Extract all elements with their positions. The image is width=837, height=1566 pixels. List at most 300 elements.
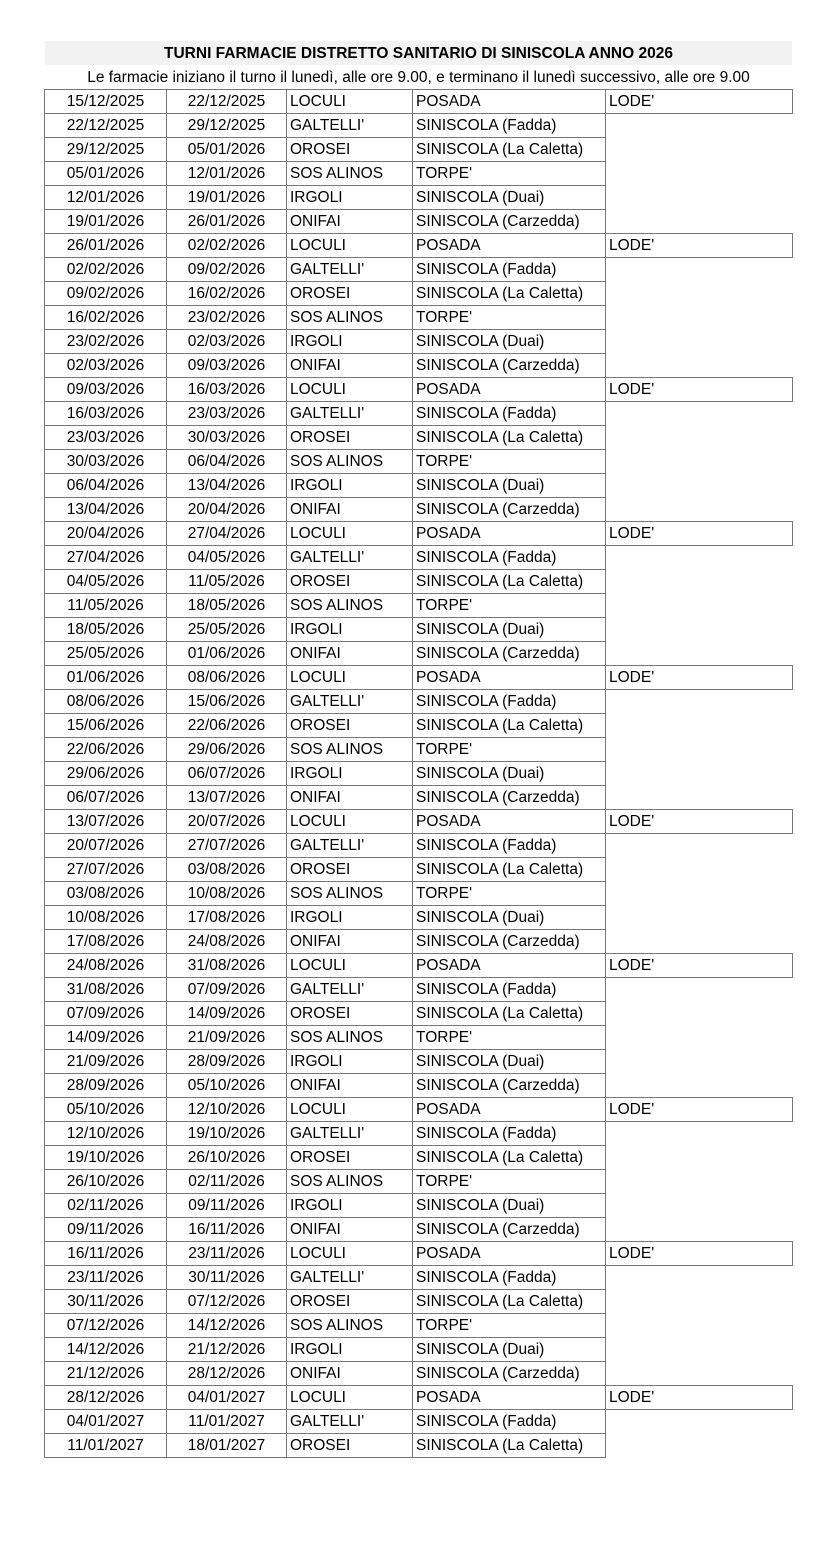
pharmacy-3-cell: [606, 258, 793, 282]
pharmacy-1-cell: GALTELLI': [287, 834, 413, 858]
pharmacy-3-cell: [606, 546, 793, 570]
pharmacy-2-cell: SINISCOLA (Carzedda): [413, 642, 606, 666]
table-row: [45, 738, 793, 762]
pharmacy-3-cell: [606, 402, 793, 426]
start-date-cell: 14/12/2026: [45, 1338, 167, 1362]
pharmacy-1-cell: SOS ALINOS: [287, 450, 413, 474]
pharmacy-3-cell: [606, 1194, 793, 1218]
end-date-cell: 21/09/2026: [167, 1026, 287, 1050]
pharmacy-1-cell: ONIFAI: [287, 1218, 413, 1242]
pharmacy-2-cell: SINISCOLA (Duai): [413, 1194, 606, 1218]
table-row: [45, 426, 793, 450]
start-date-cell: 05/10/2026: [45, 1098, 167, 1122]
pharmacy-1-cell: IRGOLI: [287, 906, 413, 930]
pharmacy-1-cell: OROSEI: [287, 858, 413, 882]
pharmacy-3-cell: [606, 738, 793, 762]
start-date-cell: 27/04/2026: [45, 546, 167, 570]
start-date-cell: 26/01/2026: [45, 234, 167, 258]
start-date-cell: 12/10/2026: [45, 1122, 167, 1146]
pharmacy-3-cell: [606, 1290, 793, 1314]
table-row: [45, 306, 793, 330]
pharmacy-1-cell: IRGOLI: [287, 762, 413, 786]
end-date-cell: 31/08/2026: [167, 954, 287, 978]
start-date-cell: 14/09/2026: [45, 1026, 167, 1050]
start-date-cell: 08/06/2026: [45, 690, 167, 714]
table-row: [45, 474, 793, 498]
end-date-cell: 17/08/2026: [167, 906, 287, 930]
start-date-cell: 04/01/2027: [45, 1410, 167, 1434]
start-date-cell: 06/04/2026: [45, 474, 167, 498]
start-date-cell: 05/01/2026: [45, 162, 167, 186]
pharmacy-2-cell: SINISCOLA (Duai): [413, 762, 606, 786]
pharmacy-3-cell: [606, 498, 793, 522]
pharmacy-3-cell: LODE': [606, 378, 793, 402]
start-date-cell: 29/06/2026: [45, 762, 167, 786]
pharmacy-2-cell: POSADA: [413, 378, 606, 402]
pharmacy-3-cell: [606, 690, 793, 714]
pharmacy-3-cell: LODE': [606, 1098, 793, 1122]
start-date-cell: 11/05/2026: [45, 594, 167, 618]
end-date-cell: 06/04/2026: [167, 450, 287, 474]
pharmacy-1-cell: LOCULI: [287, 1242, 413, 1266]
pharmacy-2-cell: SINISCOLA (Duai): [413, 474, 606, 498]
start-date-cell: 28/09/2026: [45, 1074, 167, 1098]
pharmacy-2-cell: SINISCOLA (Carzedda): [413, 1362, 606, 1386]
start-date-cell: 04/05/2026: [45, 570, 167, 594]
start-date-cell: 23/03/2026: [45, 426, 167, 450]
table-row: [45, 1242, 793, 1266]
start-date-cell: 03/08/2026: [45, 882, 167, 906]
pharmacy-3-cell: [606, 306, 793, 330]
pharmacy-1-cell: ONIFAI: [287, 210, 413, 234]
end-date-cell: 23/11/2026: [167, 1242, 287, 1266]
pharmacy-3-cell: [606, 1122, 793, 1146]
end-date-cell: 06/07/2026: [167, 762, 287, 786]
table-row: [45, 402, 793, 426]
end-date-cell: 03/08/2026: [167, 858, 287, 882]
end-date-cell: 20/07/2026: [167, 810, 287, 834]
end-date-cell: 19/10/2026: [167, 1122, 287, 1146]
pharmacy-3-cell: [606, 1146, 793, 1170]
pharmacy-1-cell: OROSEI: [287, 282, 413, 306]
end-date-cell: 09/11/2026: [167, 1194, 287, 1218]
pharmacy-3-cell: [606, 762, 793, 786]
end-date-cell: 09/02/2026: [167, 258, 287, 282]
pharmacy-1-cell: OROSEI: [287, 1434, 413, 1458]
pharmacy-2-cell: TORPE': [413, 306, 606, 330]
pharmacy-3-cell: [606, 186, 793, 210]
pharmacy-3-cell: [606, 570, 793, 594]
pharmacy-1-cell: ONIFAI: [287, 1362, 413, 1386]
end-date-cell: 02/03/2026: [167, 330, 287, 354]
pharmacy-2-cell: SINISCOLA (Carzedda): [413, 1074, 606, 1098]
pharmacy-3-cell: LODE': [606, 810, 793, 834]
pharmacy-1-cell: ONIFAI: [287, 786, 413, 810]
start-date-cell: 11/01/2027: [45, 1434, 167, 1458]
pharmacy-3-cell: LODE': [606, 90, 793, 114]
start-date-cell: 25/05/2026: [45, 642, 167, 666]
table-row: [45, 1146, 793, 1170]
pharmacy-1-cell: IRGOLI: [287, 1338, 413, 1362]
end-date-cell: 18/01/2027: [167, 1434, 287, 1458]
pharmacy-3-cell: [606, 1050, 793, 1074]
pharmacy-3-cell: [606, 642, 793, 666]
pharmacy-1-cell: SOS ALINOS: [287, 594, 413, 618]
table-row: [45, 546, 793, 570]
end-date-cell: 30/11/2026: [167, 1266, 287, 1290]
pharmacy-3-cell: [606, 210, 793, 234]
table-row: [45, 570, 793, 594]
start-date-cell: 16/03/2026: [45, 402, 167, 426]
pharmacy-1-cell: GALTELLI': [287, 690, 413, 714]
pharmacy-2-cell: SINISCOLA (La Caletta): [413, 1146, 606, 1170]
pharmacy-1-cell: GALTELLI': [287, 402, 413, 426]
table-row: [45, 354, 793, 378]
pharmacy-2-cell: SINISCOLA (Carzedda): [413, 786, 606, 810]
pharmacy-2-cell: SINISCOLA (Fadda): [413, 258, 606, 282]
table-row: [45, 594, 793, 618]
pharmacy-3-cell: [606, 1362, 793, 1386]
start-date-cell: 30/03/2026: [45, 450, 167, 474]
pharmacy-3-cell: [606, 1170, 793, 1194]
pharmacy-2-cell: SINISCOLA (Fadda): [413, 690, 606, 714]
start-date-cell: 15/12/2025: [45, 90, 167, 114]
table-row: [45, 522, 793, 546]
table-row: [45, 186, 793, 210]
end-date-cell: 20/04/2026: [167, 498, 287, 522]
pharmacy-2-cell: SINISCOLA (Duai): [413, 1338, 606, 1362]
start-date-cell: 07/12/2026: [45, 1314, 167, 1338]
end-date-cell: 02/02/2026: [167, 234, 287, 258]
pharmacy-2-cell: TORPE': [413, 1026, 606, 1050]
table-row: [45, 138, 793, 162]
table-row: [45, 810, 793, 834]
table-row: [45, 282, 793, 306]
table-row: [45, 1290, 793, 1314]
pharmacy-2-cell: TORPE': [413, 594, 606, 618]
end-date-cell: 05/01/2026: [167, 138, 287, 162]
start-date-cell: 28/12/2026: [45, 1386, 167, 1410]
pharmacy-2-cell: TORPE': [413, 450, 606, 474]
end-date-cell: 18/05/2026: [167, 594, 287, 618]
pharmacy-1-cell: IRGOLI: [287, 1050, 413, 1074]
pharmacy-2-cell: SINISCOLA (La Caletta): [413, 714, 606, 738]
document-subtitle: Le farmacie iniziano il turno il lunedì, alle ore 9.00, e terminano il lunedì successivo, alle ore 9.00: [87, 69, 750, 86]
end-date-cell: 16/02/2026: [167, 282, 287, 306]
pharmacy-2-cell: SINISCOLA (La Caletta): [413, 1002, 606, 1026]
end-date-cell: 16/03/2026: [167, 378, 287, 402]
pharmacy-1-cell: LOCULI: [287, 378, 413, 402]
pharmacy-1-cell: SOS ALINOS: [287, 1170, 413, 1194]
pharmacy-3-cell: [606, 882, 793, 906]
start-date-cell: 09/02/2026: [45, 282, 167, 306]
start-date-cell: 20/07/2026: [45, 834, 167, 858]
pharmacy-3-cell: [606, 978, 793, 1002]
pharmacy-1-cell: ONIFAI: [287, 1074, 413, 1098]
start-date-cell: 19/01/2026: [45, 210, 167, 234]
start-date-cell: 23/11/2026: [45, 1266, 167, 1290]
table-row: [45, 450, 793, 474]
pharmacy-3-cell: [606, 714, 793, 738]
pharmacy-2-cell: SINISCOLA (La Caletta): [413, 138, 606, 162]
table-row: [45, 762, 793, 786]
table-row: [45, 1050, 793, 1074]
table-row: [45, 1386, 793, 1410]
pharmacy-2-cell: SINISCOLA (Fadda): [413, 1266, 606, 1290]
pharmacy-3-cell: [606, 162, 793, 186]
start-date-cell: 31/08/2026: [45, 978, 167, 1002]
start-date-cell: 09/03/2026: [45, 378, 167, 402]
pharmacy-2-cell: SINISCOLA (Fadda): [413, 114, 606, 138]
table-row: [45, 642, 793, 666]
start-date-cell: 17/08/2026: [45, 930, 167, 954]
pharmacy-1-cell: ONIFAI: [287, 354, 413, 378]
table-row: [45, 786, 793, 810]
pharmacy-3-cell: [606, 1074, 793, 1098]
pharmacy-2-cell: POSADA: [413, 666, 606, 690]
table-row: [45, 1194, 793, 1218]
start-date-cell: 12/01/2026: [45, 186, 167, 210]
pharmacy-2-cell: SINISCOLA (La Caletta): [413, 1434, 606, 1458]
table-row: [45, 234, 793, 258]
table-row: [45, 1362, 793, 1386]
table-row: [45, 1338, 793, 1362]
pharmacy-3-cell: [606, 618, 793, 642]
pharmacy-2-cell: POSADA: [413, 234, 606, 258]
end-date-cell: 13/07/2026: [167, 786, 287, 810]
start-date-cell: 18/05/2026: [45, 618, 167, 642]
end-date-cell: 13/04/2026: [167, 474, 287, 498]
end-date-cell: 23/02/2026: [167, 306, 287, 330]
end-date-cell: 27/07/2026: [167, 834, 287, 858]
pharmacy-3-cell: LODE': [606, 234, 793, 258]
pharmacy-1-cell: SOS ALINOS: [287, 1314, 413, 1338]
table-row: [45, 1314, 793, 1338]
end-date-cell: 29/12/2025: [167, 114, 287, 138]
start-date-cell: 07/09/2026: [45, 1002, 167, 1026]
pharmacy-3-cell: [606, 1338, 793, 1362]
pharmacy-3-cell: [606, 426, 793, 450]
pharmacy-1-cell: GALTELLI': [287, 114, 413, 138]
table-row: [45, 114, 793, 138]
end-date-cell: 22/06/2026: [167, 714, 287, 738]
pharmacy-2-cell: SINISCOLA (La Caletta): [413, 282, 606, 306]
pharmacy-1-cell: IRGOLI: [287, 618, 413, 642]
start-date-cell: 24/08/2026: [45, 954, 167, 978]
pharmacy-3-cell: [606, 1218, 793, 1242]
end-date-cell: 08/06/2026: [167, 666, 287, 690]
pharmacy-3-cell: [606, 594, 793, 618]
pharmacy-1-cell: IRGOLI: [287, 474, 413, 498]
pharmacy-3-cell: [606, 1410, 793, 1434]
table-row: [45, 1266, 793, 1290]
pharmacy-1-cell: GALTELLI': [287, 978, 413, 1002]
pharmacy-1-cell: OROSEI: [287, 1290, 413, 1314]
pharmacy-1-cell: LOCULI: [287, 522, 413, 546]
end-date-cell: 11/05/2026: [167, 570, 287, 594]
start-date-cell: 23/02/2026: [45, 330, 167, 354]
pharmacy-1-cell: SOS ALINOS: [287, 1026, 413, 1050]
pharmacy-2-cell: SINISCOLA (La Caletta): [413, 570, 606, 594]
start-date-cell: 02/03/2026: [45, 354, 167, 378]
end-date-cell: 27/04/2026: [167, 522, 287, 546]
pharmacy-2-cell: SINISCOLA (Fadda): [413, 1122, 606, 1146]
end-date-cell: 25/05/2026: [167, 618, 287, 642]
pharmacy-1-cell: OROSEI: [287, 570, 413, 594]
pharmacy-1-cell: LOCULI: [287, 810, 413, 834]
table-row: [45, 714, 793, 738]
table-row: [45, 858, 793, 882]
pharmacy-3-cell: [606, 1266, 793, 1290]
pharmacy-2-cell: POSADA: [413, 90, 606, 114]
pharmacy-2-cell: SINISCOLA (Carzedda): [413, 1218, 606, 1242]
pharmacy-2-cell: POSADA: [413, 810, 606, 834]
pharmacy-3-cell: [606, 834, 793, 858]
end-date-cell: 16/11/2026: [167, 1218, 287, 1242]
end-date-cell: 02/11/2026: [167, 1170, 287, 1194]
table-row: [45, 1098, 793, 1122]
end-date-cell: 28/09/2026: [167, 1050, 287, 1074]
table-row: [45, 162, 793, 186]
end-date-cell: 11/01/2027: [167, 1410, 287, 1434]
table-row: [45, 954, 793, 978]
end-date-cell: 12/10/2026: [167, 1098, 287, 1122]
table-row: [45, 258, 793, 282]
table-row: [45, 330, 793, 354]
table-row: [45, 1002, 793, 1026]
pharmacy-2-cell: SINISCOLA (Carzedda): [413, 210, 606, 234]
pharmacy-1-cell: LOCULI: [287, 954, 413, 978]
pharmacy-1-cell: GALTELLI': [287, 1122, 413, 1146]
pharmacy-2-cell: POSADA: [413, 1098, 606, 1122]
pharmacy-1-cell: GALTELLI': [287, 1410, 413, 1434]
pharmacy-schedule-table: [44, 89, 793, 1458]
pharmacy-2-cell: SINISCOLA (Duai): [413, 618, 606, 642]
start-date-cell: 16/02/2026: [45, 306, 167, 330]
pharmacy-2-cell: SINISCOLA (Carzedda): [413, 498, 606, 522]
pharmacy-2-cell: SINISCOLA (Duai): [413, 186, 606, 210]
pharmacy-3-cell: LODE': [606, 1386, 793, 1410]
pharmacy-2-cell: TORPE': [413, 162, 606, 186]
table-row: [45, 210, 793, 234]
pharmacy-1-cell: SOS ALINOS: [287, 738, 413, 762]
end-date-cell: 12/01/2026: [167, 162, 287, 186]
pharmacy-1-cell: SOS ALINOS: [287, 882, 413, 906]
pharmacy-1-cell: LOCULI: [287, 1386, 413, 1410]
pharmacy-1-cell: OROSEI: [287, 426, 413, 450]
start-date-cell: 06/07/2026: [45, 786, 167, 810]
start-date-cell: 02/11/2026: [45, 1194, 167, 1218]
pharmacy-1-cell: GALTELLI': [287, 258, 413, 282]
end-date-cell: 14/12/2026: [167, 1314, 287, 1338]
pharmacy-2-cell: SINISCOLA (Duai): [413, 1050, 606, 1074]
start-date-cell: 29/12/2025: [45, 138, 167, 162]
table-row: [45, 1074, 793, 1098]
table-row: [45, 906, 793, 930]
pharmacy-3-cell: [606, 1002, 793, 1026]
pharmacy-3-cell: [606, 1434, 793, 1458]
pharmacy-2-cell: TORPE': [413, 738, 606, 762]
end-date-cell: 09/03/2026: [167, 354, 287, 378]
table-row: [45, 666, 793, 690]
pharmacy-1-cell: LOCULI: [287, 90, 413, 114]
pharmacy-2-cell: TORPE': [413, 882, 606, 906]
pharmacy-1-cell: ONIFAI: [287, 498, 413, 522]
start-date-cell: 16/11/2026: [45, 1242, 167, 1266]
pharmacy-1-cell: SOS ALINOS: [287, 162, 413, 186]
pharmacy-2-cell: TORPE': [413, 1170, 606, 1194]
end-date-cell: 26/01/2026: [167, 210, 287, 234]
start-date-cell: 30/11/2026: [45, 1290, 167, 1314]
start-date-cell: 20/04/2026: [45, 522, 167, 546]
pharmacy-3-cell: [606, 930, 793, 954]
start-date-cell: 27/07/2026: [45, 858, 167, 882]
table-row: [45, 498, 793, 522]
pharmacy-3-cell: [606, 282, 793, 306]
start-date-cell: 26/10/2026: [45, 1170, 167, 1194]
start-date-cell: 21/12/2026: [45, 1362, 167, 1386]
end-date-cell: 22/12/2025: [167, 90, 287, 114]
table-row: [45, 1122, 793, 1146]
pharmacy-1-cell: OROSEI: [287, 1146, 413, 1170]
table-row: [45, 690, 793, 714]
end-date-cell: 07/09/2026: [167, 978, 287, 1002]
start-date-cell: 02/02/2026: [45, 258, 167, 282]
pharmacy-2-cell: SINISCOLA (Carzedda): [413, 930, 606, 954]
table-row: [45, 1434, 793, 1458]
end-date-cell: 28/12/2026: [167, 1362, 287, 1386]
pharmacy-3-cell: LODE': [606, 666, 793, 690]
pharmacy-2-cell: POSADA: [413, 954, 606, 978]
end-date-cell: 01/06/2026: [167, 642, 287, 666]
pharmacy-2-cell: SINISCOLA (Fadda): [413, 978, 606, 1002]
start-date-cell: 13/07/2026: [45, 810, 167, 834]
pharmacy-2-cell: SINISCOLA (Duai): [413, 330, 606, 354]
pharmacy-3-cell: [606, 450, 793, 474]
table-row: [45, 1170, 793, 1194]
start-date-cell: 19/10/2026: [45, 1146, 167, 1170]
end-date-cell: 29/06/2026: [167, 738, 287, 762]
pharmacy-2-cell: SINISCOLA (La Caletta): [413, 1290, 606, 1314]
start-date-cell: 10/08/2026: [45, 906, 167, 930]
start-date-cell: 15/06/2026: [45, 714, 167, 738]
table-row: [45, 882, 793, 906]
pharmacy-2-cell: SINISCOLA (Fadda): [413, 402, 606, 426]
pharmacy-3-cell: [606, 330, 793, 354]
pharmacy-2-cell: SINISCOLA (Duai): [413, 906, 606, 930]
pharmacy-3-cell: [606, 1314, 793, 1338]
end-date-cell: 19/01/2026: [167, 186, 287, 210]
end-date-cell: 24/08/2026: [167, 930, 287, 954]
pharmacy-2-cell: SINISCOLA (Fadda): [413, 546, 606, 570]
end-date-cell: 26/10/2026: [167, 1146, 287, 1170]
pharmacy-1-cell: LOCULI: [287, 666, 413, 690]
document-title: TURNI FARMACIE DISTRETTO SANITARIO DI SINISCOLA ANNO 2026: [45, 41, 792, 65]
pharmacy-2-cell: SINISCOLA (Fadda): [413, 834, 606, 858]
pharmacy-3-cell: LODE': [606, 1242, 793, 1266]
start-date-cell: 22/06/2026: [45, 738, 167, 762]
table-row: [45, 834, 793, 858]
end-date-cell: 04/05/2026: [167, 546, 287, 570]
table-row: [45, 90, 793, 114]
pharmacy-2-cell: POSADA: [413, 1242, 606, 1266]
pharmacy-1-cell: ONIFAI: [287, 930, 413, 954]
pharmacy-2-cell: POSADA: [413, 522, 606, 546]
pharmacy-1-cell: IRGOLI: [287, 330, 413, 354]
table-row: [45, 978, 793, 1002]
pharmacy-2-cell: SINISCOLA (Fadda): [413, 1410, 606, 1434]
pharmacy-1-cell: IRGOLI: [287, 186, 413, 210]
